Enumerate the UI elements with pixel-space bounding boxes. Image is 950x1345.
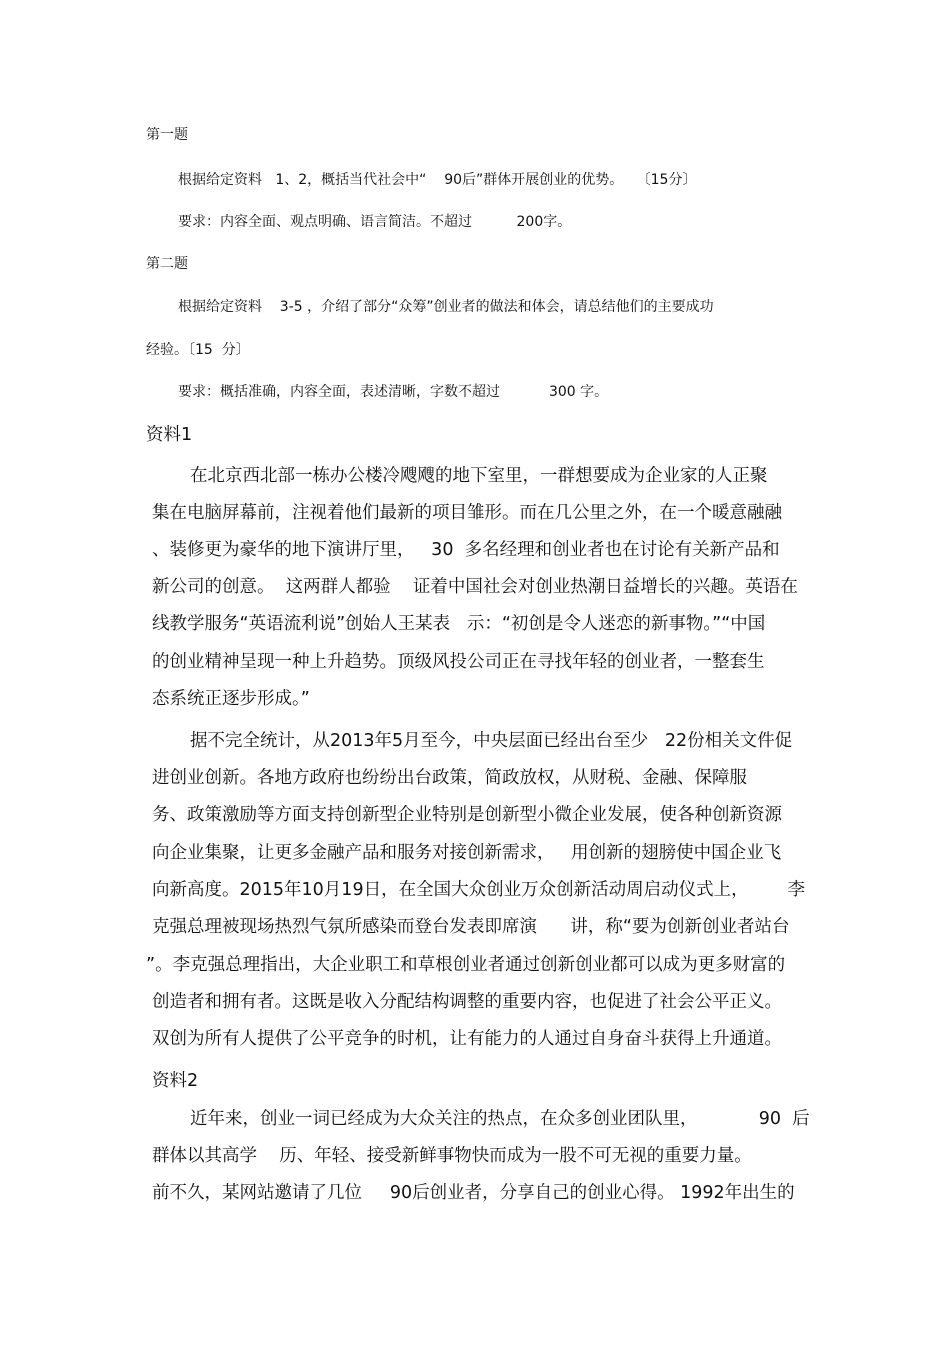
material-1-line: 、装修更为豪华的地下演讲厅里， 30 多名经理和创业者也在讨论有关新产品和 — [152, 540, 780, 560]
question-2-requirement: 要求：概括准确，内容全面，表述清晰，字数不超过 300 字。 — [178, 384, 609, 400]
question-1-heading: 第一题 — [146, 127, 188, 143]
question-1-prompt: 根据给定资料 1、2，概括当代社会中“ 90后”群体开展创业的优势。 〔15分〕 — [178, 172, 697, 188]
material-1-line: 据不完全统计，从2013年5月至今，中央层面已经出台至少 22份相关文件促 — [190, 731, 793, 751]
material-1-line: 务、政策激励等方面支持创新型企业特别是创新型小微企业发展，使各种创新资源 — [152, 805, 782, 825]
question-1-requirement: 要求：内容全面、观点明确、语言简洁。不超过 200字。 — [178, 214, 572, 230]
material-1-line: 的创业精神呈现一种上升趋势。顶级风投公司正在寻找年轻的创业者，一整套生 — [152, 652, 765, 672]
material-1-line: 新公司的创意。 这两群人都验 证着中国社会对创业热潮日益增长的兴趣。英语在 — [152, 577, 798, 597]
material-2-line: 前不久，某网站邀请了几位 90后创业者，分享自己的创业心得。 1992年出生的 — [152, 1183, 795, 1203]
material-1-line: 双创为所有人提供了公平竞争的时机，让有能力的人通过自身奋斗获得上升通道。 — [152, 1029, 782, 1049]
question-2-prompt-line-1: 根据给定资料 3-5 ，介绍了部分“众筹”创业者的做法和体会，请总结他们的主要成功 — [178, 299, 714, 315]
material-1-line: 线教学服务“英语流利说”创始人王某表 示：“初创是令人迷恋的新事物。”“中国 — [152, 614, 766, 634]
material-1-line: 克强总理被现场热烈气氛所感染而登台发表即席演 讲，称“要为创新创业者站台 — [152, 917, 790, 937]
material-2-line: 群体以其高学 历、年轻、接受新鲜事物快而成为一股不可无视的重要力量。 — [152, 1146, 752, 1166]
material-1-line: 创造者和拥有者。这既是收入分配结构调整的重要内容，也促进了社会公平正义。 — [152, 992, 782, 1012]
material-2-heading: 资料2 — [152, 1071, 199, 1091]
material-1-heading: 资料1 — [146, 425, 193, 445]
material-1-line: 向企业集聚，让更多金融产品和服务对接创新需求， 用创新的翅膀使中国企业飞 — [152, 843, 782, 863]
material-1-line: 进创业创新。各地方政府也纷纷出台政策，简政放权，从财税、金融、保障服 — [152, 768, 747, 788]
material-1-line: 态系统正逐步形成。” — [152, 689, 310, 709]
material-2-line: 近年来，创业一词已经成为大众关注的热点，在众多创业团队里， 90 后 — [190, 1109, 810, 1129]
material-1-line: 在北京西北部一栋办公楼冷飕飕的地下室里，一群想要成为企业家的人正聚 — [190, 466, 768, 486]
question-2-prompt-line-2: 经验。〔15 分〕 — [146, 342, 250, 358]
material-1-line: 向新高度。2015年10月19日，在全国大众创业万众创新活动周启动仪式上， 李 — [152, 880, 806, 900]
material-1-line: ”。李克强总理指出，大企业职工和草根创业者通过创新创业都可以成为更多财富的 — [146, 955, 786, 975]
question-2-heading: 第二题 — [146, 256, 188, 272]
material-1-line: 集在电脑屏幕前，注视着他们最新的项目雏形。而在几公里之外，在一个暖意融融 — [152, 503, 782, 523]
